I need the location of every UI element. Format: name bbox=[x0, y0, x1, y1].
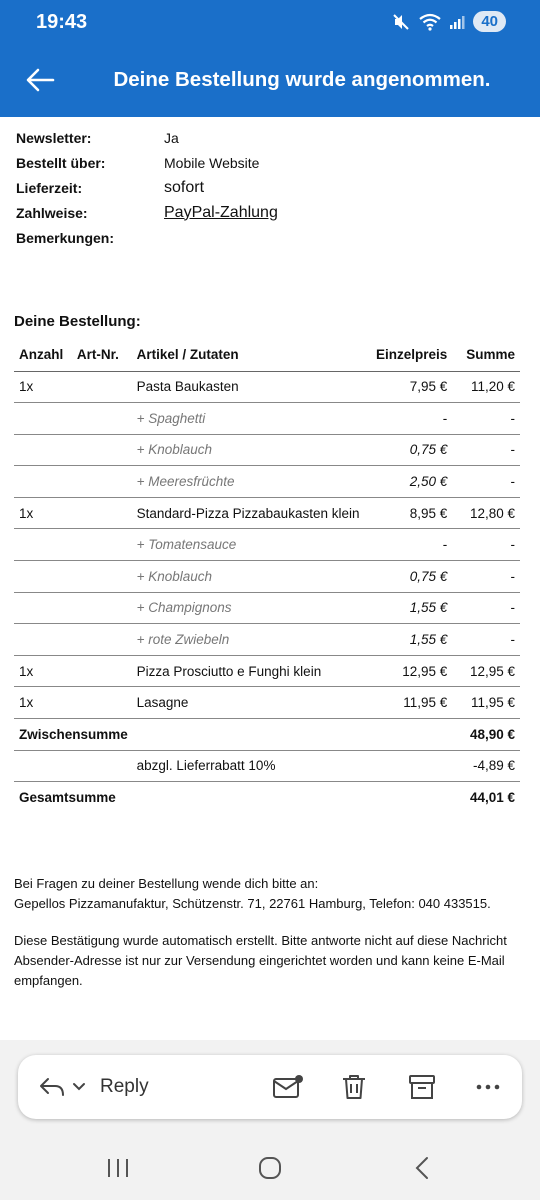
column-header-sum: Summe bbox=[452, 339, 520, 371]
table-row bbox=[14, 592, 520, 624]
row-price: 8,95 € bbox=[365, 497, 453, 529]
row-item: + Meeresfrüchte bbox=[132, 466, 365, 498]
info-row-remarks bbox=[16, 225, 278, 250]
row-price: 11,95 € bbox=[365, 687, 453, 719]
more-button[interactable] bbox=[470, 1069, 506, 1105]
row-price: - bbox=[365, 403, 453, 435]
row-qty: 1x bbox=[14, 655, 72, 687]
row-qty bbox=[14, 434, 72, 466]
total-value: 44,01 € bbox=[469, 790, 515, 806]
info-key: Bestellt über: bbox=[16, 154, 106, 171]
discount-value: -4,89 € bbox=[452, 750, 520, 782]
info-key: Lieferzeit: bbox=[16, 179, 83, 196]
table-row bbox=[14, 466, 520, 498]
row-item: + Knoblauch bbox=[132, 434, 365, 466]
info-row-delivery-time bbox=[16, 175, 278, 200]
reply-icon bbox=[38, 1076, 66, 1098]
info-value: sofort bbox=[164, 178, 205, 196]
row-price: 0,75 € bbox=[365, 434, 453, 466]
row-item: + Champignons bbox=[132, 592, 365, 624]
info-key: Newsletter: bbox=[16, 129, 92, 146]
chevron-left-icon bbox=[414, 1156, 430, 1180]
info-key: Bemerkungen: bbox=[16, 229, 115, 246]
info-row-newsletter bbox=[16, 125, 278, 150]
subtotal-value: 48,90 € bbox=[452, 719, 520, 751]
row-art bbox=[72, 655, 132, 687]
notice-line: Absender-Adresse ist nur zur Versendung eingerichtet worden und kann keine E-Mail bbox=[14, 953, 505, 968]
row-item: + Spaghetti bbox=[132, 403, 365, 435]
status-time: 19:43 bbox=[36, 11, 88, 33]
table-row bbox=[14, 624, 520, 656]
row-sum: - bbox=[452, 466, 520, 498]
row-sum: - bbox=[452, 434, 520, 466]
page-title: Deine Bestellung wurde angenommen. bbox=[113, 68, 491, 91]
row-sum: 12,95 € bbox=[452, 655, 520, 687]
row-qty bbox=[14, 403, 72, 435]
total-label: Gesamtsumme bbox=[19, 790, 116, 806]
app-bar bbox=[0, 46, 540, 116]
row-sum: - bbox=[452, 529, 520, 561]
contact-line: Gepellos Pizzamanufaktur, Schützenstr. 71, 22761 Hamburg, Telefon: 040 433515. bbox=[14, 896, 491, 911]
subtotal-row bbox=[14, 719, 520, 751]
more-icon bbox=[476, 1084, 500, 1090]
table-row bbox=[14, 529, 520, 561]
table-row bbox=[14, 403, 520, 435]
row-art bbox=[72, 687, 132, 719]
table-row bbox=[14, 561, 520, 593]
table-row bbox=[14, 434, 520, 466]
row-item: + rote Zwiebeln bbox=[132, 624, 365, 656]
row-sum: - bbox=[452, 561, 520, 593]
arrow-left-icon bbox=[25, 67, 55, 93]
row-art bbox=[72, 561, 132, 593]
info-value: Mobile Website bbox=[164, 154, 260, 171]
action-bar bbox=[18, 1055, 522, 1119]
row-item: Lasagne bbox=[132, 687, 365, 719]
row-price: 0,75 € bbox=[365, 561, 453, 593]
row-sum: - bbox=[452, 592, 520, 624]
row-item: Pasta Baukasten bbox=[132, 371, 365, 403]
row-art bbox=[72, 403, 132, 435]
mute-icon bbox=[391, 12, 411, 32]
row-item: + Tomatensauce bbox=[132, 529, 365, 561]
header bbox=[0, 0, 540, 117]
row-item: Pizza Prosciutto e Funghi klein bbox=[132, 655, 365, 687]
info-value: Ja bbox=[164, 129, 179, 146]
order-table bbox=[14, 339, 520, 813]
row-price: 7,95 € bbox=[365, 371, 453, 403]
info-key: Zahlweise: bbox=[16, 204, 88, 221]
wifi-icon bbox=[419, 13, 441, 31]
payment-link[interactable]: PayPal-Zahlung bbox=[164, 203, 278, 221]
mail-unread-icon bbox=[272, 1074, 304, 1100]
row-qty: 1x bbox=[14, 497, 72, 529]
row-qty bbox=[14, 466, 72, 498]
email-body[interactable] bbox=[0, 117, 540, 1040]
row-sum: - bbox=[452, 624, 520, 656]
row-item: Standard-Pizza Pizzabaukasten klein bbox=[132, 497, 365, 529]
row-price: 2,50 € bbox=[365, 466, 453, 498]
row-qty bbox=[14, 561, 72, 593]
row-qty: 1x bbox=[14, 687, 72, 719]
discount-label: abzgl. Lieferrabatt 10% bbox=[132, 750, 365, 782]
home-icon bbox=[258, 1156, 282, 1180]
row-sum: 11,20 € bbox=[452, 371, 520, 403]
notice-line: empfangen. bbox=[14, 973, 83, 988]
row-price: 1,55 € bbox=[365, 624, 453, 656]
row-qty bbox=[14, 592, 72, 624]
info-row-ordered-via bbox=[16, 150, 278, 175]
row-price: - bbox=[365, 529, 453, 561]
column-header-item: Artikel / Zutaten bbox=[132, 339, 365, 371]
row-art bbox=[72, 434, 132, 466]
home-button[interactable] bbox=[250, 1152, 290, 1184]
row-art bbox=[72, 371, 132, 403]
signal-icon bbox=[449, 14, 465, 30]
contact-text bbox=[14, 874, 491, 914]
recents-button[interactable] bbox=[98, 1152, 138, 1184]
table-row bbox=[14, 687, 520, 719]
subtotal-label: Zwischensumme bbox=[14, 719, 365, 751]
archive-icon bbox=[408, 1074, 436, 1100]
column-header-qty: Anzahl bbox=[14, 339, 72, 371]
column-header-price: Einzelpreis bbox=[365, 339, 453, 371]
row-sum: - bbox=[452, 403, 520, 435]
table-row bbox=[14, 655, 520, 687]
discount-row bbox=[14, 750, 520, 782]
row-sum: 11,95 € bbox=[452, 687, 520, 719]
auto-generated-notice bbox=[14, 931, 507, 991]
row-item: + Knoblauch bbox=[132, 561, 365, 593]
total-row bbox=[14, 782, 520, 814]
navigation-bar bbox=[0, 1136, 540, 1200]
table-row bbox=[14, 497, 520, 529]
back-button[interactable] bbox=[20, 60, 60, 100]
row-qty: 1x bbox=[14, 371, 72, 403]
status-bar bbox=[0, 0, 540, 46]
row-price: 1,55 € bbox=[365, 592, 453, 624]
row-art bbox=[72, 592, 132, 624]
battery-indicator: 40 bbox=[473, 11, 506, 32]
table-header-row bbox=[14, 339, 520, 371]
row-sum: 12,80 € bbox=[452, 497, 520, 529]
contact-line: Bei Fragen zu deiner Bestellung wende dich bitte an: bbox=[14, 876, 319, 891]
info-row-payment bbox=[16, 200, 278, 225]
order-heading: Deine Bestellung: bbox=[14, 313, 141, 330]
reply-label: Reply bbox=[100, 1076, 149, 1097]
status-icons bbox=[391, 11, 506, 32]
back-nav-button[interactable] bbox=[402, 1152, 442, 1184]
recents-icon bbox=[106, 1157, 130, 1179]
delete-button[interactable] bbox=[336, 1069, 372, 1105]
row-qty bbox=[14, 624, 72, 656]
column-header-art: Art-Nr. bbox=[72, 339, 132, 371]
row-art bbox=[72, 497, 132, 529]
row-qty bbox=[14, 529, 72, 561]
order-info bbox=[16, 125, 278, 250]
notice-line: Diese Bestätigung wurde automatisch erstellt. Bitte antworte nicht auf diese Nachricht bbox=[14, 933, 507, 948]
row-art bbox=[72, 466, 132, 498]
row-price: 12,95 € bbox=[365, 655, 453, 687]
trash-icon bbox=[341, 1073, 367, 1101]
reply-button[interactable] bbox=[38, 1067, 149, 1107]
chevron-down-icon[interactable] bbox=[72, 1082, 86, 1092]
archive-button[interactable] bbox=[404, 1069, 440, 1105]
row-art bbox=[72, 529, 132, 561]
mark-unread-button[interactable] bbox=[270, 1069, 306, 1105]
table-row bbox=[14, 371, 520, 403]
row-art bbox=[72, 624, 132, 656]
